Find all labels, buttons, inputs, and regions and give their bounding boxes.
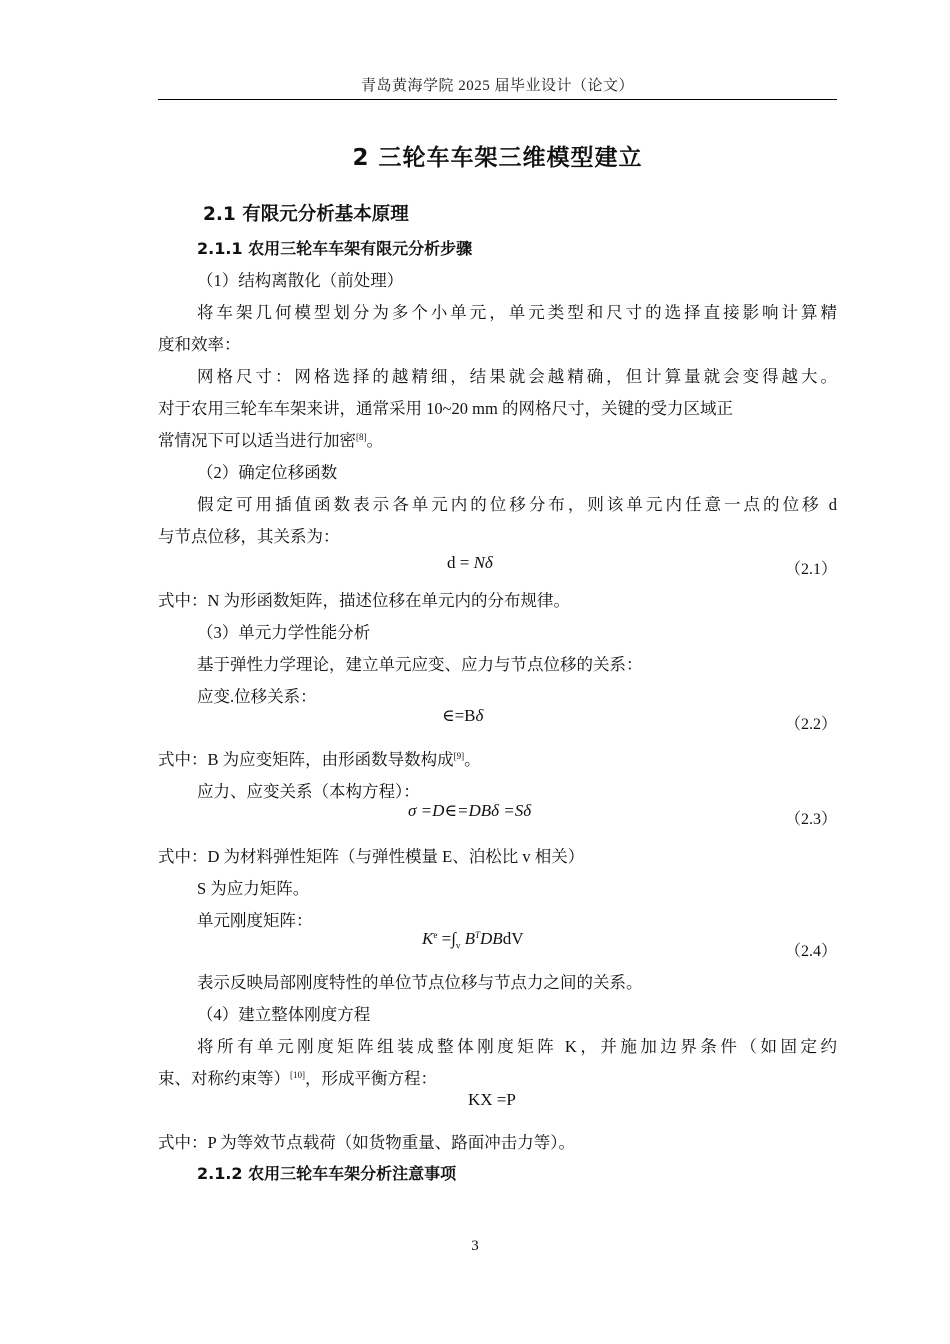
equilibrium-note: 式中：P 为等效节点载荷（如货物重量、路面冲击力等）。 xyxy=(158,1133,575,1152)
step1-paragraph2-line1: 网格尺寸：网格选择的越精细，结果就会越精确，但计算量就会变得越大。 xyxy=(197,367,837,386)
equation-number-2-4: （2.4） xyxy=(784,943,837,960)
equation-number-2-2: （2.2） xyxy=(784,716,837,733)
equation-2-2: ∈=Bδ xyxy=(442,706,484,725)
equation-2-1: d = Nδ xyxy=(447,553,493,572)
step4-paragraph-line1: 将所有单元刚度矩阵组装成整体刚度矩阵 K，并施加边界条件（如固定约 xyxy=(197,1037,837,1056)
stress-strain-label: 应力、应变关系（本构方程）： xyxy=(197,782,420,801)
equation-2-4-note: 表示反映局部刚度特性的单位节点位移与节点力之间的关系。 xyxy=(197,973,643,992)
citation-8: [8] xyxy=(356,432,367,442)
step3-title: （3）单元力学性能分析 xyxy=(197,623,371,642)
equation-number-2-3: （2.3） xyxy=(784,811,837,828)
subsection-heading-2-1-2: 2.1.2 农用三轮车车架分析注意事项 xyxy=(197,1164,457,1183)
step4-paragraph-line2: 束、对称约束等）[10]，形成平衡方程： xyxy=(158,1069,437,1088)
header-rule xyxy=(158,99,837,100)
step2-paragraph-line2: 与节点位移，其关系为： xyxy=(158,527,340,546)
equation-2-1-note: 式中：N 为形函数矩阵，描述位移在单元内的分布规律。 xyxy=(158,591,571,610)
equation-2-3-note: 式中：D 为材料弹性矩阵（与弹性模量 E、泊松比 v 相关） xyxy=(158,847,585,866)
equation-equilibrium: KX =P xyxy=(468,1090,516,1109)
equation-number-2-1: （2.1） xyxy=(784,561,837,578)
step2-paragraph-line1: 假定可用插值函数表示各单元内的位移分布，则该单元内任意一点的位移 d xyxy=(197,495,837,514)
step1-p2-text: 常情况下可以适当进行加密 xyxy=(158,431,356,450)
equation-2-3: σ =D∈=DBδ =Sδ xyxy=(408,801,532,820)
step4-title: （4）建立整体刚度方程 xyxy=(197,1005,371,1024)
citation-10: [10] xyxy=(290,1070,305,1080)
step1-title: （1）结构离散化（前处理） xyxy=(197,271,404,290)
step1-p2-end: 。 xyxy=(366,431,383,450)
strain-displacement-label: 应变.位移关系： xyxy=(197,687,317,706)
page-number: 3 xyxy=(471,1238,479,1254)
step1-paragraph2-line3 xyxy=(158,427,383,451)
step1-paragraph2-line2: 对于农用三轮车车架来讲，通常采用 10~20 mm 的网格尺寸，关键的受力区域正 xyxy=(158,399,733,418)
subsection-heading-2-1-1: 2.1.1 农用三轮车车架有限元分析步骤 xyxy=(197,239,473,258)
step3-paragraph: 基于弹性力学理论，建立单元应变、应力与节点位移的关系： xyxy=(197,655,643,674)
step1-paragraph1-line1: 将车架几何模型划分为多个小单元，单元类型和尺寸的选择直接影响计算精 xyxy=(197,303,837,322)
section-heading-2-1: 2.1 有限元分析基本原理 xyxy=(203,204,409,225)
chapter-title: 2 三轮车车架三维模型建立 xyxy=(352,145,643,171)
stiffness-matrix-label: 单元刚度矩阵： xyxy=(197,911,313,930)
step1-paragraph1-line2: 度和效率： xyxy=(158,335,241,354)
equation-2-2-note: 式中：B 为应变矩阵，由形函数导数构成[9]。 xyxy=(158,750,481,769)
stress-matrix-note: S 为应力矩阵。 xyxy=(197,879,310,898)
step2-title: （2）确定位移函数 xyxy=(197,463,338,482)
citation-9: [9] xyxy=(453,751,465,761)
equation-2-4: $K^e =\int_v$ $B^TDBdV$ xyxy=(422,929,524,951)
running-header: 青岛黄海学院 2025 届毕业设计（论文） xyxy=(360,78,634,94)
